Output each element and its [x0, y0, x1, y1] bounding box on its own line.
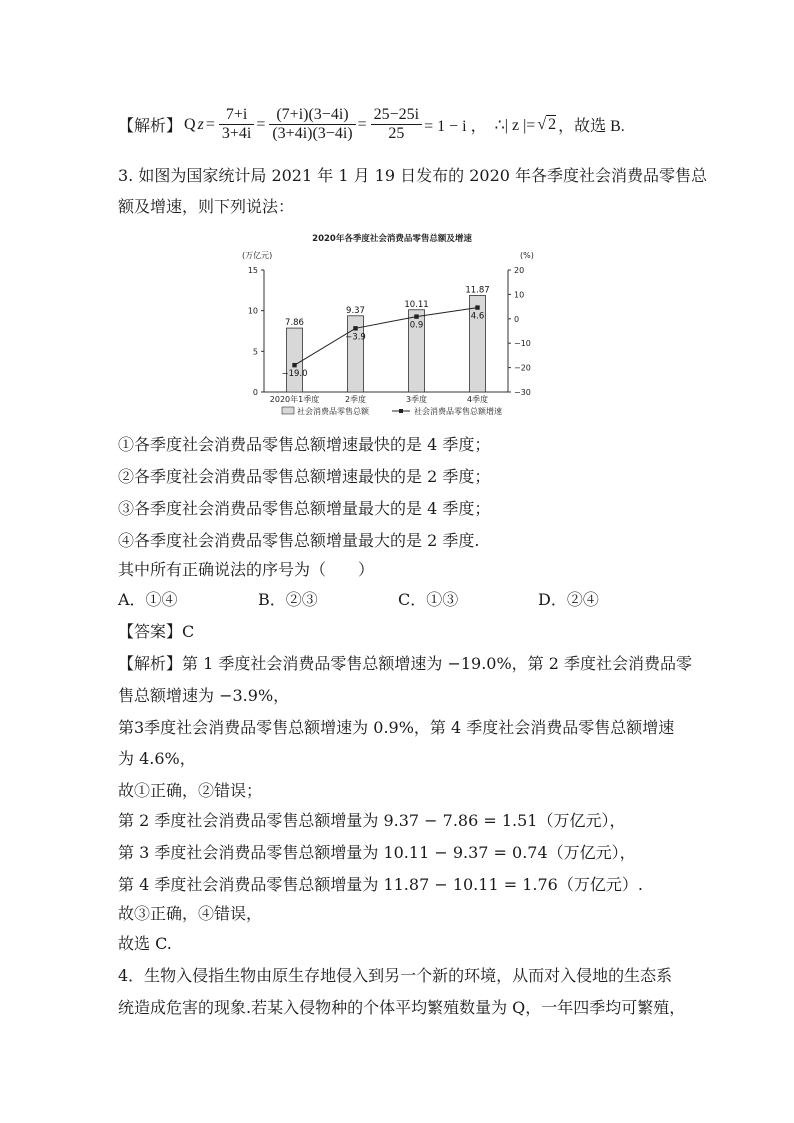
x-tick-label: 2季度	[344, 395, 367, 404]
bar-value-label: 10.11	[404, 299, 429, 310]
line-point	[292, 363, 296, 367]
statement-4: ④各季度社会消费品零售总额增量最大的是 2 季度.	[118, 531, 480, 550]
fraction-2	[269, 106, 355, 143]
fraction-2-denominator: (3+4i)(3−4i)	[272, 125, 353, 142]
left-tick-label: 5	[252, 347, 258, 357]
right-tick-label: −30	[514, 388, 531, 397]
q3-stem-line-1: 3. 如图为国家统计局 2021 年 1 月 19 日发布的 2020 年各季度社会消费品零售总	[118, 166, 708, 185]
line-point	[353, 326, 357, 330]
fraction-3	[371, 106, 422, 143]
answer-line: 【答案】C	[118, 622, 195, 641]
line-point	[475, 305, 479, 309]
x-tick-label: 4季度	[466, 395, 489, 404]
q-symbol: Q	[184, 115, 196, 133]
q4-line-1: 4．生物入侵指生物由原生存地侵入到另一个新的环境，从而对入侵地的生态系	[118, 966, 673, 985]
fraction-2-numerator: (7+i)(3−4i)	[269, 106, 355, 125]
bar	[287, 328, 303, 392]
fraction-3-numerator: 25−25i	[371, 106, 422, 125]
statement-2: ②各季度社会消费品零售总额增速最快的是 2 季度；	[118, 467, 491, 486]
question-prompt: 其中所有正确说法的序号为（ ）	[118, 560, 375, 579]
right-axis-unit: (%)	[520, 251, 534, 260]
left-tick-label: 0	[252, 388, 258, 397]
growth-line	[295, 305, 478, 366]
analysis-line: 售总额增速为 −3.9%，	[118, 686, 290, 705]
bar	[470, 295, 486, 392]
right-tick-label: 10	[514, 290, 525, 300]
bar-value-label: 11.87	[465, 285, 490, 296]
equals-sign: =	[205, 115, 215, 133]
analysis-line: 第 3 季度社会消费品零售总额增量为 10.11 − 9.37 = 0.74（万亿元），	[118, 843, 636, 862]
q3-stem-line-2: 额及增速，则下列说法：	[118, 197, 295, 216]
option-b: B．②③	[258, 590, 318, 609]
q4-line-2: 统造成危害的现象.若某入侵物种的个体平均繁殖数量为 Q，一年四季均可繁殖，	[118, 998, 686, 1017]
q2-analysis-equation	[118, 106, 627, 143]
analysis-line: 故③正确，④错误，	[118, 904, 263, 923]
analysis-line: 第 2 季度社会消费品零售总额增量为 9.37 − 7.86 = 1.51（万亿元），	[118, 811, 626, 830]
line-value-label: 0.9	[409, 320, 424, 331]
analysis-line: 第3季度社会消费品零售总额增速为 0.9%，第 4 季度社会消费品零售总额增速	[118, 718, 675, 737]
x-tick-label: 2020年1季度	[269, 395, 320, 404]
legend-bar-swatch	[282, 407, 294, 414]
fraction-1-denominator: 3+4i	[221, 125, 252, 142]
left-tick-label: 10	[247, 306, 258, 316]
z-symbol: z	[197, 115, 204, 133]
analysis-line: 故①正确，②错误；	[118, 781, 263, 800]
fraction-1-numerator: 7+i	[219, 106, 254, 125]
option-d: D．②④	[538, 590, 599, 609]
chart-legend	[282, 406, 502, 416]
analysis-line: 第 4 季度社会消费品零售总额增量为 11.87 − 10.11 = 1.76（万亿元）.	[118, 875, 643, 894]
bar-series	[285, 285, 490, 392]
right-tick-label: 20	[514, 266, 525, 275]
legend-bar-label: 社会消费品零售总额	[297, 407, 369, 416]
equals-sign: =	[357, 115, 367, 133]
x-tick-label: 3季度	[405, 395, 428, 404]
statement-3: ③各季度社会消费品零售总额增量最大的是 4 季度；	[118, 499, 491, 518]
analysis-line: 故选 C.	[118, 934, 172, 953]
legend-line-label: 社会消费品零售总额增速	[414, 407, 502, 416]
left-tick-label: 15	[247, 266, 258, 275]
statement-1: ①各季度社会消费品零售总额增速最快的是 4 季度；	[118, 435, 491, 454]
option-c: C．①③	[398, 590, 459, 609]
line-point	[414, 314, 418, 318]
retail-sales-chart	[232, 228, 552, 420]
line-value-label: −19.0	[281, 369, 308, 380]
analysis-tag: 【解析】	[118, 116, 183, 135]
left-axis-unit: (万亿元)	[242, 251, 273, 260]
legend-line-marker	[399, 409, 403, 413]
sqrt-radicand: 2	[548, 115, 557, 133]
analysis-line: 为 4.6%，	[118, 749, 196, 768]
result-text: = 1 − i ，	[424, 118, 487, 135]
chart-title: 2020年各季度社会消费品零售总额及增速	[312, 234, 472, 244]
line-series	[281, 305, 484, 379]
right-tick-label: 0	[514, 314, 520, 324]
line-value-label: 4.6	[470, 311, 485, 322]
fraction-1	[219, 106, 254, 143]
bar-value-label: 9.37	[346, 305, 365, 316]
abs-text: ∴| z |=	[494, 116, 536, 134]
line-value-label: −3.9	[345, 332, 366, 343]
bar-value-label: 7.86	[285, 318, 304, 329]
right-tick-label: −20	[514, 363, 531, 373]
fraction-3-denominator: 25	[388, 125, 405, 142]
analysis-line: 【解析】第 1 季度社会消费品零售总额增速为 −19.0%，第 2 季度社会消费品零	[118, 654, 693, 673]
option-a: A．①④	[118, 590, 178, 609]
sqrt-expression: √ 2	[537, 115, 557, 133]
conclusion-text: ，故选 B.	[558, 118, 625, 135]
equals-sign: =	[256, 115, 266, 133]
right-tick-label: −10	[514, 339, 531, 349]
